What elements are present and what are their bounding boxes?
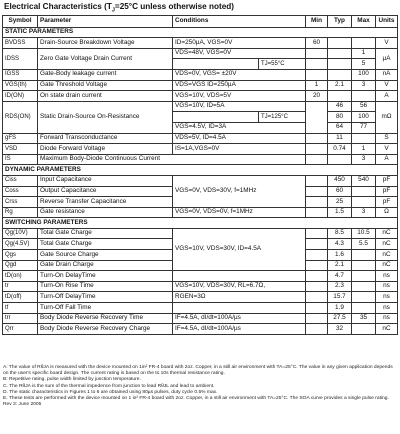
col-parameter: Parameter	[38, 16, 173, 28]
table-row: TJ=125°C 80 100	[3, 112, 398, 123]
table-row: TJ=55°C 5	[3, 59, 398, 70]
table-row: BVDSS Drain-Source Breakdown Voltage ID=250µA, VGS=0V 60 V	[3, 38, 398, 49]
table-row: tr Turn-On Rise Time VGS=10V, VDS=30V, RL=6.7Ω, 2.3 ns	[3, 281, 398, 292]
table-row: IDSS Zero Gate Voltage Drain Current VDS=48V, VGS=0V 1 µA	[3, 48, 398, 59]
page-title: Electrical Characteristics ($T_J=25^\circ C$ unless otherwise noted)	[4, 2, 234, 14]
table-row: RDS(ON) Static Drain-Source On-Resistance VGS=10V, ID=5A 46 56 mΩ	[3, 101, 398, 112]
section-row-static: STATIC PARAMETERS	[3, 27, 398, 38]
table-row: tD(on) Turn-On DelayTime 4.7 ns	[3, 271, 398, 282]
col-symbol: Symbol	[3, 16, 38, 28]
col-units: Units	[376, 16, 398, 28]
electrical-characteristics-table	[2, 15, 398, 335]
table-row: tf Turn-Off Fall Time 1.9 ns	[3, 303, 398, 314]
table-row: VSD Diode Forward Voltage IS=1A,VGS=0V 0.74 1 V	[3, 144, 398, 155]
table-row: Qrr Body Diode Reverse Recovery Charge IF=4.5A, dI/dt=100A/µs 32 nC	[3, 324, 398, 335]
note-d: D. The static characteristics in Figures 1 to 6 are obtained using 80µs pulses, duty cycle 0.5% max.	[3, 389, 218, 395]
table-row: tD(off) Turn-Off DelayTime RGEN=3Ω 15.7 ns	[3, 292, 398, 303]
table-row: VGS=4.5V, ID=3A 64 77	[3, 122, 398, 133]
table-row: Qg(10V) Total Gate Charge VGS=10V, VDS=30V, ID=4.5A 8.5 10.5 nC	[3, 228, 398, 239]
note-a: A: The value of RθJA is measured with the device mounted on 1in² FR-4 board with 2oz. Copper, in a still air environment with TA=25°C. The value in any given application depends on the user's specific board design. The current rating is based on the t≤ 10s thermal resistance rating.	[3, 365, 393, 377]
section-row-switching: SWITCHING PARAMETERS	[3, 218, 398, 229]
table-row: IS Maximum Body-Diode Continuous Current 3 A	[3, 154, 398, 165]
table-row: gFS Forward Transconductance VDS=5V, ID=4.5A 11 S	[3, 133, 398, 144]
footnotes	[3, 365, 397, 408]
table-row: Qgs Gate Source Charge 1.6 nC	[3, 250, 398, 261]
revision-note: Rev 3: June 2005	[3, 402, 42, 408]
table-row: Qgd Gate Drain Charge 2.1 nC	[3, 260, 398, 271]
table-row: ID(ON) On state drain current VGS=10V, VDS=5V 20 A	[3, 91, 398, 102]
note-c: C. The RθJA is the sum of the thermal impedence from junction to lead RθJL and lead to ambient.	[3, 383, 215, 389]
table-row: Crss Reverse Transfer Capacitance 25 pF	[3, 197, 398, 208]
col-min: Min	[306, 16, 328, 28]
table-row: trr Body Diode Reverse Recovery Time IF=4.5A, dI/dt=100A/µs 27.5 35 ns	[3, 313, 398, 324]
table-row: Coss Output Capacitance 60 pF	[3, 186, 398, 197]
table-row: Qg(4.5V) Total Gate Charge 4.3 5.5 nC	[3, 239, 398, 250]
section-row-dynamic: DYNAMIC PARAMETERS	[3, 165, 398, 176]
note-b: B: Repetitive rating, pulse width limited by junction temperature.	[3, 377, 141, 383]
table-row: VGS(th) Gate Threshold Voltage VDS=VGS ID=250µA 1 2.1 3 V	[3, 80, 398, 91]
col-typ: Typ	[328, 16, 352, 28]
table-row: IGSS Gate-Body leakage current VDS=0V, VGS= ±20V 100 nA	[3, 69, 398, 80]
table-row: Rg Gate resistance VGS=0V, VDS=0V, f=1MHz 1.5 3 Ω	[3, 207, 398, 218]
col-max: Max	[352, 16, 376, 28]
note-e: E. These tests are performed with the device mounted on 1 in² FR-4 board with 2oz. Copper, in a still air environment with TA=25°C. The SOA curve provides a single pulse rating.	[3, 396, 389, 402]
col-conditions: Conditions	[173, 16, 306, 28]
table-header-row	[3, 16, 398, 28]
table-row: Ciss Input Capacitance VGS=0V, VDS=30V, f=1MHz 450 540 pF	[3, 175, 398, 186]
